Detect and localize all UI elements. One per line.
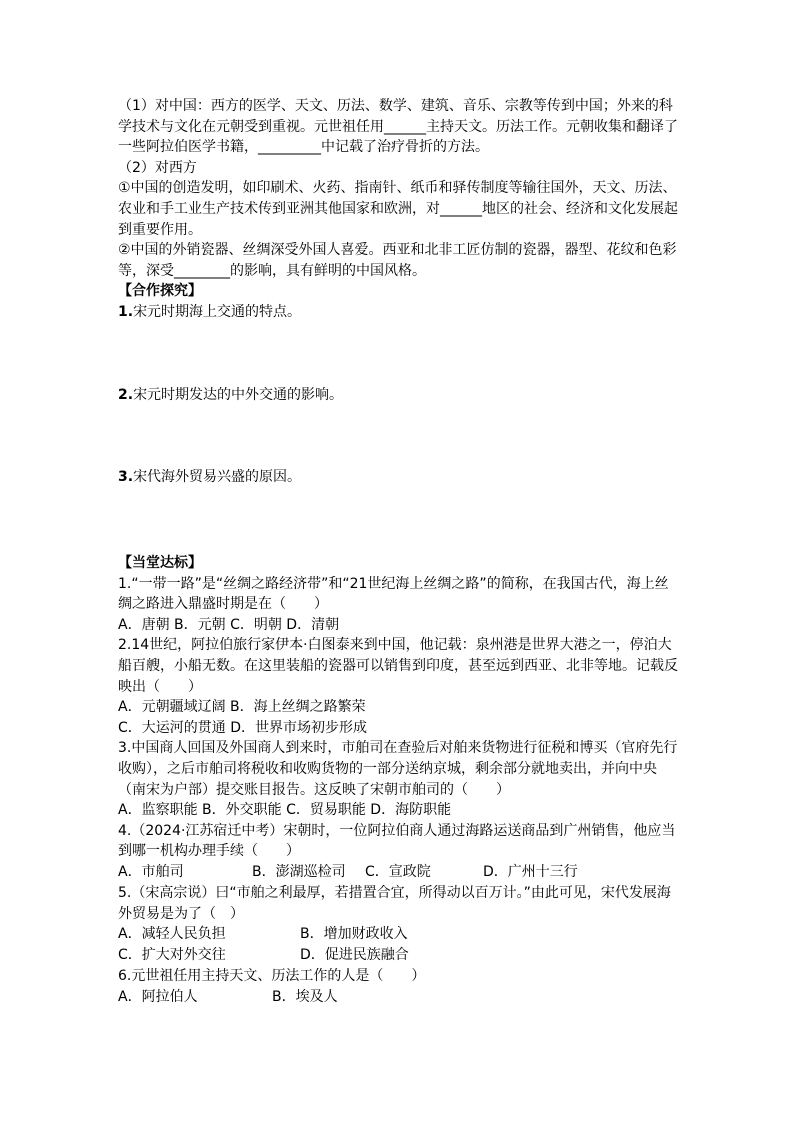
option-b: B．增加财政收入 xyxy=(300,926,408,943)
coop-q2-text: 宋元时期发达的中外交通的影响。 xyxy=(133,386,344,403)
option-b: B．澎湖巡检司 xyxy=(252,863,346,880)
test-question-5-options-ab xyxy=(118,924,678,945)
test-question-6-options xyxy=(118,987,678,1008)
option-a: A．减轻人民负担 xyxy=(118,926,226,943)
test-question-1: 1.“一带一路”是“丝绸之路经济带”和“21世纪海上丝绸之路”的简称，在我国古代，海上丝绸之路进入鼎盛时期是在（ ） xyxy=(118,575,669,613)
paragraph-china-impact: （1）对中国：西方的医学、天文、历法、数学、建筑、音乐、宗教等传到中国；外来的科学技术与文化在元朝受到重视。元世祖任用______主持天文。历法工作。元朝收集和翻译了一些阿拉伯医学书籍，_________中记载了治疗骨折的方法。 xyxy=(118,98,678,156)
test-question-1-options: A．唐朝 B．元朝 C．明朝 D．清朝 xyxy=(118,616,340,633)
coop-q3-number: 3. xyxy=(118,469,134,486)
test-question-4: 4.（2024·江苏宿迁中考）宋朝时，一位阿拉伯商人通过海路运送商品到广州销售，他应当到哪一机构办理手续（ ） xyxy=(118,822,676,860)
paragraph-porcelain: ②中国的外销瓷器、丝绸深受外国人喜爱。西亚和北非工匠仿制的瓷器，器型、花纹和色彩等，深受________的影响，具有鲜明的中国风格。 xyxy=(118,242,677,279)
coop-heading: 【合作探究】 xyxy=(118,283,202,300)
answer-space xyxy=(118,405,678,467)
option-a: A．市舶司 xyxy=(118,863,184,880)
test-question-2: 2.14世纪，阿拉伯旅行家伊本·白图泰来到中国，他记载：泉州港是世界大港之一，停泊大船百艘，小船无数。在这里装船的瓷器可以销售到印度，甚至远到西亚、北非等地。记载反映出（ ） xyxy=(118,637,678,695)
test-section xyxy=(118,553,678,1008)
paragraph-inventions: ①中国的创造发明，如印刷术、火药、指南针、纸币和驿传制度等输往国外，天文、历法、农业和手工业生产技术传到亚洲其他国家和欧洲，对______地区的社会、经济和文化发展起到重要作用。 xyxy=(118,180,678,238)
coop-question-2 xyxy=(118,385,678,406)
paragraph-west-heading: （2）对西方 xyxy=(118,159,197,176)
option-c: C．宣政院 xyxy=(365,863,431,880)
coop-q2-number: 2. xyxy=(118,386,134,403)
option-d: D．促进民族融合 xyxy=(300,947,409,964)
coop-question-1 xyxy=(118,302,678,323)
test-question-3-options: A．监察职能 B．外交职能 C．贸易职能 D．海防职能 xyxy=(118,802,452,819)
test-question-5: 5.（宋高宗说）曰“市舶之利最厚，若措置合宜，所得动以百万计。”由此可见，宋代发展海外贸易是为了（ ） xyxy=(118,884,671,922)
test-question-2-options-ab: A．元朝疆域辽阔 B．海上丝绸之路繁荣 xyxy=(118,699,366,716)
option-c: C．扩大对外交往 xyxy=(118,947,226,964)
test-heading: 【当堂达标】 xyxy=(118,555,202,571)
test-question-3: 3.中国商人回国及外国商人到来时，市舶司在查验后对舶来货物进行征税和博买（官府先行收购），之后市舶司将税收和收购货物的一部分送纳京城，剩余部分就地卖出，并向中央（南宋为户部）提交账目报告。这反映了宋朝市舶司的（ ） xyxy=(118,740,678,798)
answer-space xyxy=(118,323,678,385)
coop-question-3 xyxy=(118,467,678,488)
coop-q1-number: 1. xyxy=(118,303,134,320)
document-body xyxy=(118,96,678,488)
option-d: D．广州十三行 xyxy=(483,863,578,880)
test-question-4-options xyxy=(118,862,678,883)
test-question-2-options-cd: C．大运河的贯通 D．世界市场初步形成 xyxy=(118,719,368,736)
coop-q3-text: 宋代海外贸易兴盛的原因。 xyxy=(133,469,302,486)
coop-q1-text: 宋元时期海上交通的特点。 xyxy=(133,303,302,320)
option-a: A．阿拉伯人 xyxy=(118,988,198,1005)
test-question-6: 6.元世祖任用主持天文、历法工作的人是（ ） xyxy=(118,968,426,985)
option-b: B．埃及人 xyxy=(272,988,338,1005)
test-question-5-options-cd xyxy=(118,945,678,966)
